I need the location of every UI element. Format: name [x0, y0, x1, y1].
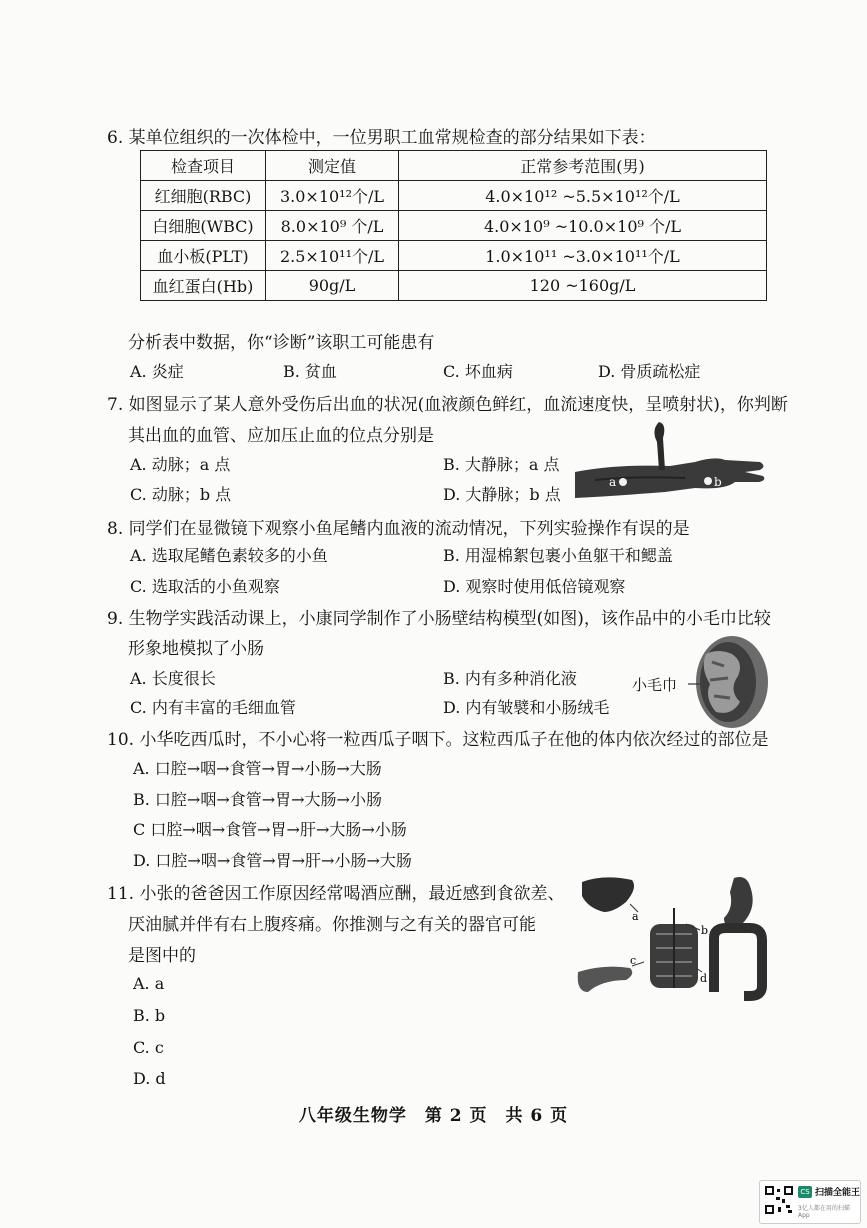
towel-figure-label: 小毛巾: [632, 676, 678, 694]
q9-option-a: A. 长度很长: [130, 669, 216, 688]
table-header-row: [141, 151, 767, 181]
q11-stem-line3: 是图中的: [128, 946, 196, 966]
q9-option-b: B. 内有多种消化液: [443, 669, 577, 688]
q7-stem-line1: 7. 如图显示了某人意外受伤后出血的状况(血液颜色鲜红，血流速度快，呈喷射状)，你判断: [107, 395, 788, 415]
qr-code-icon: [764, 1185, 794, 1215]
page-footer: 八年级生物学 第 2 页 共 6 页: [298, 1106, 569, 1126]
q9-option-c: C. 内有丰富的毛细血管: [130, 698, 296, 717]
table-header: 正常参考范围(男): [399, 151, 767, 181]
table-cell: 8.0×10⁹ 个/L: [266, 211, 399, 241]
organ-label-c: c: [630, 954, 637, 967]
q6-option-b: B. 贫血: [283, 362, 337, 381]
q6-option-a: A. 炎症: [130, 362, 184, 381]
arm-point-b-label: b: [714, 475, 722, 489]
scanner-logo-icon: CS: [798, 1186, 812, 1198]
q8-option-c: C. 选取活的小鱼观察: [130, 577, 280, 596]
q6-option-d: D. 骨质疏松症: [598, 362, 701, 381]
table-cell: 4.0×10¹² ~5.5×10¹²个/L: [399, 181, 767, 211]
table-cell: 白细胞(WBC): [141, 211, 266, 241]
q8-option-a: A. 选取尾鳍色素较多的小鱼: [130, 546, 328, 565]
q8-stem: 8. 同学们在显微镜下观察小鱼尾鳍内血液的流动情况，下列实验操作有误的是: [107, 519, 690, 539]
q9-option-d: D. 内有皱襞和小肠绒毛: [443, 698, 610, 717]
table-row: [141, 211, 767, 241]
q10-option-a: A. 口腔→咽→食管→胃→小肠→大肠: [133, 759, 382, 778]
q9-stem-line1: 9. 生物学实践活动课上，小康同学制作了小肠壁结构模型(如图)，该作品中的小毛巾比较: [107, 609, 771, 629]
table-row: [141, 181, 767, 211]
scanner-app-slogan: 3亿人都在用的扫描App: [798, 1205, 850, 1219]
table-cell: 3.0×10¹²个/L: [266, 181, 399, 211]
organ-label-b: b: [701, 924, 709, 937]
q6-stem: 6. 某单位组织的一次体检中，一位男职工血常规检查的部分结果如下表：: [107, 128, 656, 148]
q10-option-c: C 口腔→咽→食管→胃→肝→大肠→小肠: [133, 820, 407, 839]
q8-option-b: B. 用湿棉絮包裹小鱼躯干和鳃盖: [443, 546, 673, 565]
table-cell: 4.0×10⁹ ~10.0×10⁹ 个/L: [399, 211, 767, 241]
q11-stem-line2: 厌油腻并伴有右上腹疼痛。你推测与之有关的器官可能: [128, 915, 536, 935]
table-header: 检查项目: [141, 151, 266, 181]
table-cell: 90g/L: [266, 271, 399, 301]
organ-label-d: d: [700, 972, 708, 985]
table-cell: 120 ~160g/L: [399, 271, 767, 301]
q10-option-d: D. 口腔→咽→食管→胃→肝→小肠→大肠: [133, 851, 412, 870]
table-header: 测定值: [266, 151, 399, 181]
table-cell: 2.5×10¹¹个/L: [266, 241, 399, 271]
q6-prompt: 分析表中数据，你“诊断”该职工可能患有: [128, 333, 435, 353]
arm-point-a-label: a: [609, 475, 617, 489]
q7-option-a: A. 动脉；a 点: [130, 455, 231, 474]
table-cell: 红细胞(RBC): [141, 181, 266, 211]
digestive-organs-figure: [574, 868, 770, 1008]
q7-option-d: D. 大静脉；b 点: [443, 485, 561, 504]
q8-option-d: D. 观察时使用低倍镜观察: [443, 577, 626, 596]
table-cell: 血小板(PLT): [141, 241, 266, 271]
q9-stem-line2: 形象地模拟了小肠: [128, 639, 264, 659]
q11-option-a: A. a: [133, 974, 165, 993]
table-cell: 1.0×10¹¹ ~3.0×10¹¹个/L: [399, 241, 767, 271]
q10-stem: 10. 小华吃西瓜时，不小心将一粒西瓜子咽下。这粒西瓜子在他的体内依次经过的部位是: [107, 730, 769, 750]
table-row: [141, 241, 767, 271]
q10-option-b: B. 口腔→咽→食管→胃→大肠→小肠: [133, 790, 382, 809]
scanner-watermark-badge: [759, 1180, 861, 1224]
scanner-app-name: 扫描全能王: [815, 1188, 861, 1198]
q11-option-c: C. c: [133, 1038, 164, 1057]
q7-stem-line2: 其出血的血管、应加压止血的位点分别是: [128, 426, 434, 446]
q11-stem-line1: 11. 小张的爸爸因工作原因经常喝酒应酬，最近感到食欲差、: [107, 884, 565, 904]
table-row: [141, 271, 767, 301]
blood-test-table: [140, 150, 767, 301]
q11-option-d: D. d: [133, 1069, 166, 1088]
intestine-model-figure: [688, 632, 770, 732]
q11-option-b: B. b: [133, 1006, 166, 1025]
q7-option-b: B. 大静脉；a 点: [443, 455, 560, 474]
table-cell: 血红蛋白(Hb): [141, 271, 266, 301]
q7-option-c: C. 动脉；b 点: [130, 485, 232, 504]
arm-bleeding-figure: [575, 420, 770, 505]
organ-label-a: a: [632, 910, 639, 923]
q6-option-c: C. 坏血病: [443, 362, 513, 381]
